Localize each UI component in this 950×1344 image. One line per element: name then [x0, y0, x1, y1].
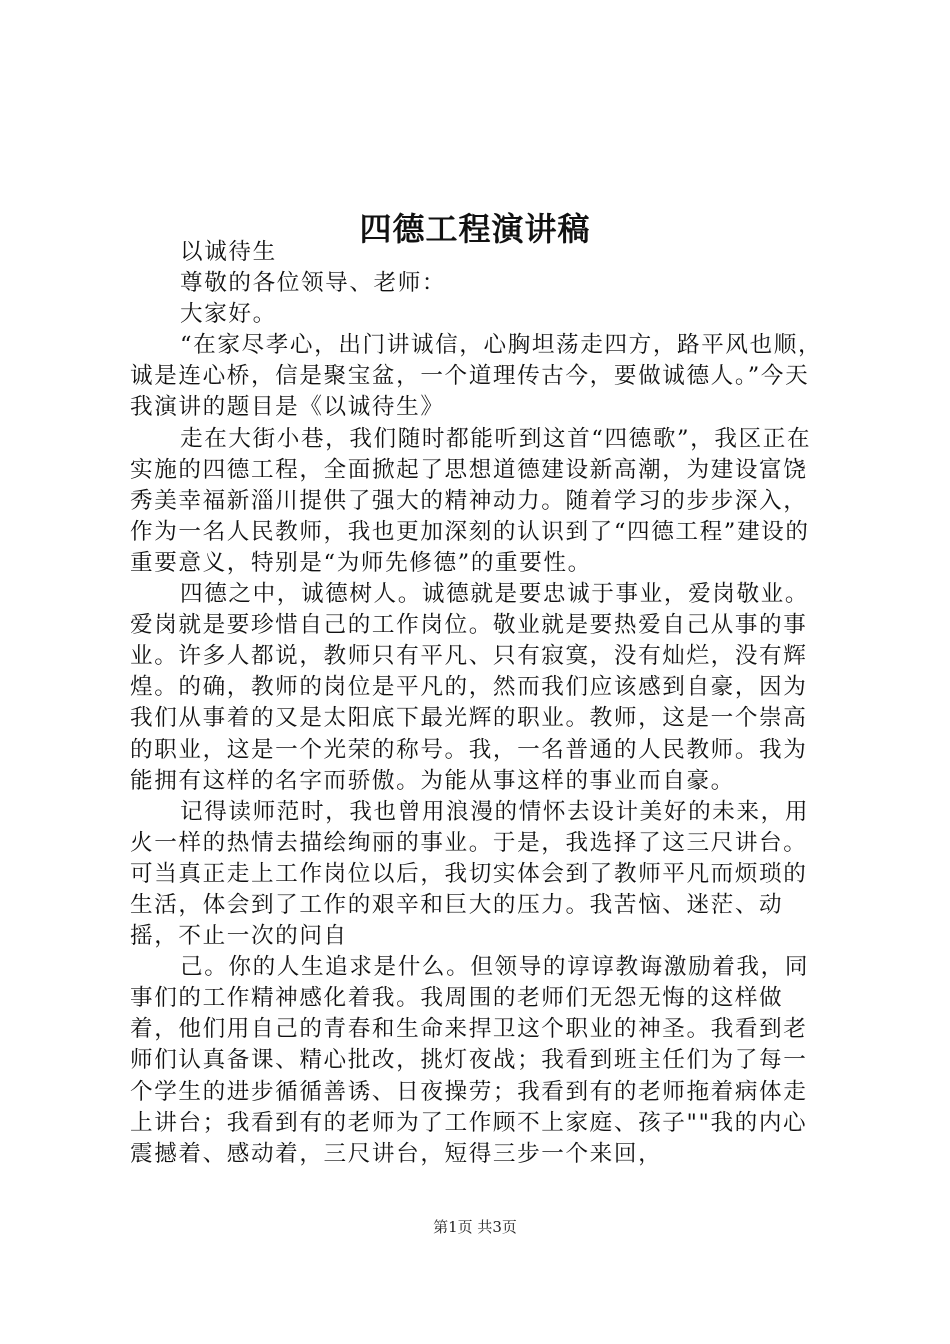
document-title: 四德工程演讲稿 — [359, 210, 591, 249]
paragraph-3: 四德之中，诚德树人。诚德就是要忠诚于事业，爱岗敬业。爱岗就是要珍惜自己的工作岗位。敬业就是要热爱自己从事的事业。许多人都说，教师只有平凡、只有寂寞，没有灿烂，没有辉煌。的确，教师的岗位是平凡的，然而我们应该感到自豪，因为我们从事着的又是太阳底下最光辉的职业。教师，这是一个崇高的职业，这是一个光荣的称号。我，一名普通的人民教师。我为能拥有这样的名字而骄傲。为能从事这样的事业而自豪。 — [130, 581, 810, 794]
speech-subtitle: 以诚待生 — [180, 239, 277, 265]
paragraph-4: 记得读师范时，我也曾用浪漫的情怀去设计美好的未来，用火一样的热情去描绘绚丽的事业。于是，我选择了这三尺讲台。可当真正走上工作岗位以后，我切实体会到了教师平凡而烦琐的生活，体会到了工作的艰辛和巨大的压力。我苦恼、迷茫、动摇，不止一次的问自 — [130, 798, 810, 950]
document-body — [130, 237, 830, 1170]
salutation: 尊敬的各位领导、老师： — [180, 270, 447, 297]
paragraph-2: 走在大街小巷，我们随时都能听到这首“四德歌”，我区正在实施的四德工程，全面掀起了思想道德建设新高潮，为建设富饶秀美幸福新淄川提供了强大的精神动力。随着学习的步步深入，作为一名人民教师，我也更加深刻的认识到了“四德工程”建设的重要意义，特别是“为师先修德”的重要性。 — [130, 425, 812, 576]
page-number-footer: 第1页 共3页 — [433, 1218, 517, 1236]
paragraph-5: 己。你的人生追求是什么。但领导的谆谆教诲激励着我，同事们的工作精神感化着我。我周围的老师们无怨无悔的这样做着，他们用自己的青春和生命来捍卫这个职业的神圣。我看到老师们认真备课、精心批改，挑灯夜战；我看到班主任们为了每一个学生的进步循循善诱、日夜操劳；我看到有的老师拖着病体走上讲台；我看到有的老师为了工作顾不上家庭、孩子""我的内心震撼着、感动着，三尺讲台，短得三步一个来回， — [130, 954, 810, 1167]
paragraph-1: “在家尽孝心，出门讲诚信，心胸坦荡走四方，路平风也顺，诚是连心桥，信是聚宝盆，一个道理传古今，要做诚德人。”今天我演讲的题目是《以诚待生》 — [130, 332, 823, 421]
greeting: 大家好。 — [180, 301, 277, 328]
